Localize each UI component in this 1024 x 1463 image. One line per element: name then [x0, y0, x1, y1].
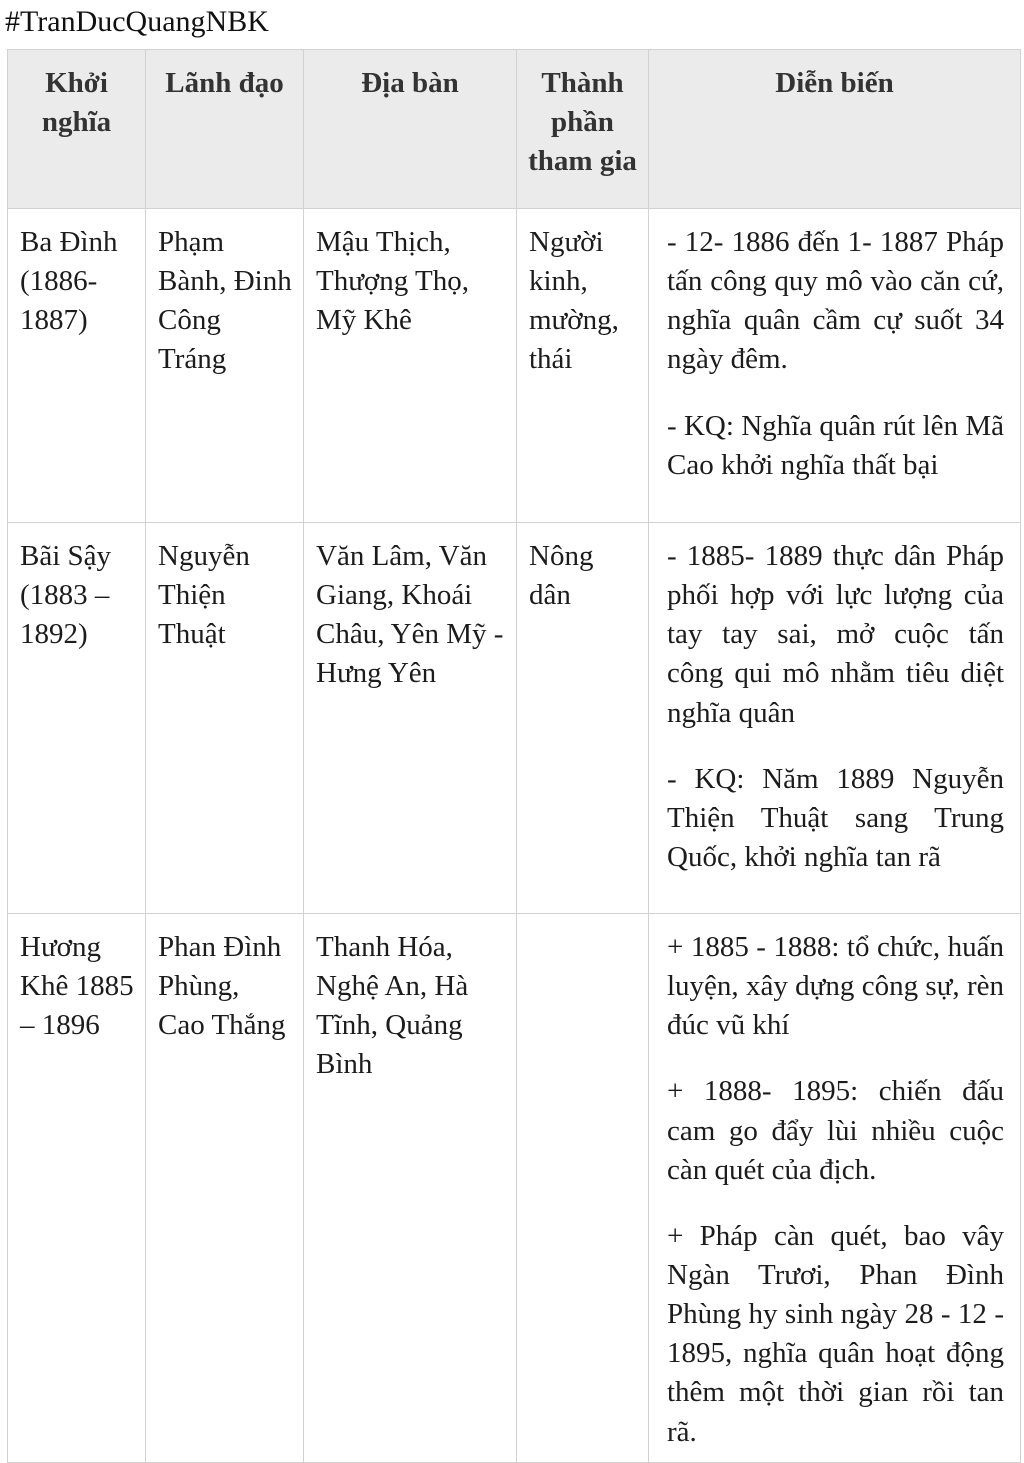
header-leaders: Lãnh đạo [146, 50, 304, 209]
development-paragraph: - KQ: Năm 1889 Nguyễn Thiện Thuật sang Trung Quốc, khởi nghĩa tan rã [667, 762, 1004, 873]
table-row [8, 209, 1021, 523]
cell-developments [649, 523, 1021, 914]
development-paragraph: - KQ: Nghĩa quân rút lên Mã Cao khởi nghĩa thất bại [667, 409, 1004, 481]
header-developments: Diễn biến [649, 50, 1021, 209]
cell-area: Mậu Thịch, Thượng Thọ, Mỹ Khê [304, 209, 517, 523]
development-paragraph: + Pháp càn quét, bao vây Ngàn Trươi, Phan Đình Phùng hy sinh ngày 28 - 12 - 1895, nghĩa quân hoạt động thêm một thời gian rồi tan rã. [667, 1219, 1004, 1448]
cell-uprising: Hương Khê 1885 – 1896 [8, 914, 146, 1463]
cell-leaders: Nguyễn Thiện Thuật [146, 523, 304, 914]
development-paragraph: - 1885- 1889 thực dân Pháp phối hợp với lực lượng của tay tay sai, mở cuộc tấn công qui mô nhằm tiêu diệt nghĩa quân [667, 540, 1004, 729]
cell-participants [517, 914, 649, 1463]
cell-participants: Người kinh, mường, thái [517, 209, 649, 523]
cell-leaders: Phạm Bành, Đinh Công Tráng [146, 209, 304, 523]
cell-participants: Nông dân [517, 523, 649, 914]
uprisings-table [7, 49, 1021, 1463]
header-area: Địa bàn [304, 50, 517, 209]
table-row [8, 914, 1021, 1463]
cell-uprising: Ba Đình (1886- 1887) [8, 209, 146, 523]
development-paragraph: + 1888- 1895: chiến đấu cam go đẩy lùi nhiều cuộc càn quét của địch. [667, 1075, 1004, 1186]
development-paragraph: - 12- 1886 đến 1- 1887 Pháp tấn công quy mô vào căn cứ, nghĩa quân cầm cự suốt 34 ngày đêm. [667, 226, 1004, 376]
header-uprising: Khởi nghĩa [8, 50, 146, 209]
hashtag-title: #TranDucQuangNBK [5, 5, 269, 38]
cell-developments [649, 209, 1021, 523]
cell-uprising: Bãi Sậy (1883 – 1892) [8, 523, 146, 914]
cell-area: Văn Lâm, Văn Giang, Khoái Châu, Yên Mỹ - Hưng Yên [304, 523, 517, 914]
table-header-row [8, 50, 1021, 209]
cell-area: Thanh Hóa, Nghệ An, Hà Tĩnh, Quảng Bình [304, 914, 517, 1463]
header-participants: Thành phần tham gia [517, 50, 649, 209]
table-row [8, 523, 1021, 914]
cell-leaders: Phan Đình Phùng, Cao Thắng [146, 914, 304, 1463]
development-paragraph: + 1885 - 1888: tổ chức, huấn luyện, xây dựng công sự, rèn đúc vũ khí [667, 931, 1004, 1042]
cell-developments [649, 914, 1021, 1463]
